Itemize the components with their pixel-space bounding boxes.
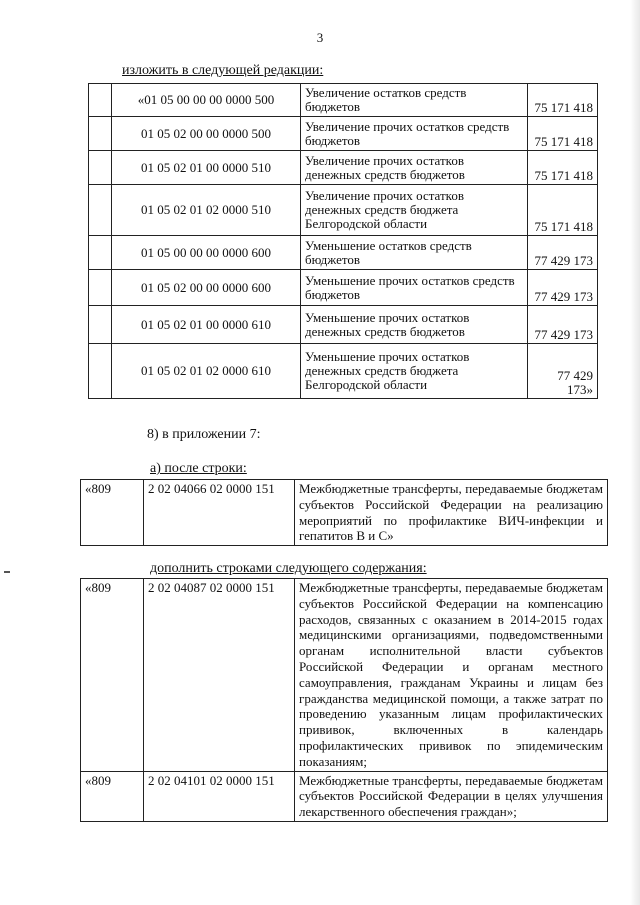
name-cell: Уменьшение остатков средств бюджетов (301, 236, 528, 270)
subsection-a-heading: а) после строки: (150, 461, 247, 476)
name-cell: Уменьшение прочих остатков денежных средств бюджета Белгородской области (301, 344, 528, 399)
amount-cell: 77 429 173 (528, 306, 598, 344)
code-cell: 01 05 02 01 02 0000 510 (112, 185, 301, 236)
table-row (89, 306, 598, 344)
code-cell: «01 05 00 00 00 0000 500 (112, 84, 301, 117)
name-cell: Уменьшение прочих остатков средств бюджетов (301, 270, 528, 306)
description-cell: Межбюджетные трансферты, передаваемые бюджетам субъектов Российской Федерации на компенсацию расходов, связанных с оказанием в 2014-2015 годах медицинскими организациями, подведомственными органам исполнительной власти субъектов Российской Федерации и органам местного самоуправления, гражданам Украины и лицам без гражданства медицинской помощи, а также затрат по проведению указанным лицам профилактических прививок, включенных в календарь профилактических прививок по эпидемическим показаниям; (295, 579, 608, 772)
classification-code-cell: 2 02 04087 02 0000 151 (144, 579, 295, 772)
added-rows-table (80, 578, 608, 822)
description-cell: Межбюджетные трансферты, передаваемые бюджетам субъектов Российской Федерации в целях улучшения лекарственного обеспечения граждан»; (295, 771, 608, 821)
table-cell-empty (89, 117, 112, 151)
table-row (89, 344, 598, 399)
amount-cell: 77 429 173 (528, 236, 598, 270)
table-row (81, 579, 608, 772)
table-cell-empty (89, 270, 112, 306)
table-row (81, 771, 608, 821)
amount-cell: 75 171 418 (528, 84, 598, 117)
classification-code-cell: 2 02 04101 02 0000 151 (144, 771, 295, 821)
code-cell: 01 05 02 00 00 0000 600 (112, 270, 301, 306)
amount-cell: 75 171 418 (528, 117, 598, 151)
amount-cell: 75 171 418 (528, 151, 598, 185)
table-row (89, 151, 598, 185)
table-row (89, 84, 598, 117)
amount-cell: 75 171 418 (528, 185, 598, 236)
admin-code-cell: «809 (81, 579, 144, 772)
classification-code-cell: 2 02 04066 02 0000 151 (144, 480, 295, 546)
table-cell-empty (89, 344, 112, 399)
page-edge-shadow (630, 0, 640, 905)
code-cell: 01 05 02 00 00 0000 500 (112, 117, 301, 151)
table-cell-empty (89, 185, 112, 236)
page-number: 3 (316, 30, 324, 45)
table-row (89, 236, 598, 270)
code-cell: 01 05 02 01 00 0000 510 (112, 151, 301, 185)
name-cell: Увеличение остатков средств бюджетов (301, 84, 528, 117)
add-rows-text: дополнить строками следующего содержания: (150, 561, 427, 576)
scan-mark (4, 571, 10, 573)
amount-cell: 77 429 173 (528, 270, 598, 306)
code-cell: 01 05 02 01 00 0000 610 (112, 306, 301, 344)
code-cell: 01 05 00 00 00 0000 600 (112, 236, 301, 270)
table-row (81, 480, 608, 546)
section-8-heading: 8) в приложении 7: (147, 427, 261, 442)
description-cell: Межбюджетные трансферты, передаваемые бюджетам субъектов Российской Федерации на реализацию мероприятий по профилактике ВИЧ-инфекции и гепатитов В и С» (295, 480, 608, 546)
name-cell: Уменьшение прочих остатков денежных средств бюджетов (301, 306, 528, 344)
table-cell-empty (89, 306, 112, 344)
table-row (89, 117, 598, 151)
table-cell-empty (89, 151, 112, 185)
name-cell: Увеличение прочих остатков денежных средств бюджетов (301, 151, 528, 185)
code-cell: 01 05 02 01 02 0000 610 (112, 344, 301, 399)
name-cell: Увеличение прочих остатков денежных средств бюджета Белгородской области (301, 185, 528, 236)
name-cell: Увеличение прочих остатков средств бюджетов (301, 117, 528, 151)
amount-cell: 77 429 173» (528, 344, 598, 399)
admin-code-cell: «809 (81, 480, 144, 546)
table-cell-empty (89, 236, 112, 270)
sources-table (88, 83, 598, 399)
table-row (89, 270, 598, 306)
admin-code-cell: «809 (81, 771, 144, 821)
after-row-table (80, 479, 608, 546)
intro-text: изложить в следующей редакции: (122, 63, 324, 78)
table-cell-empty (89, 84, 112, 117)
table-row (89, 185, 598, 236)
